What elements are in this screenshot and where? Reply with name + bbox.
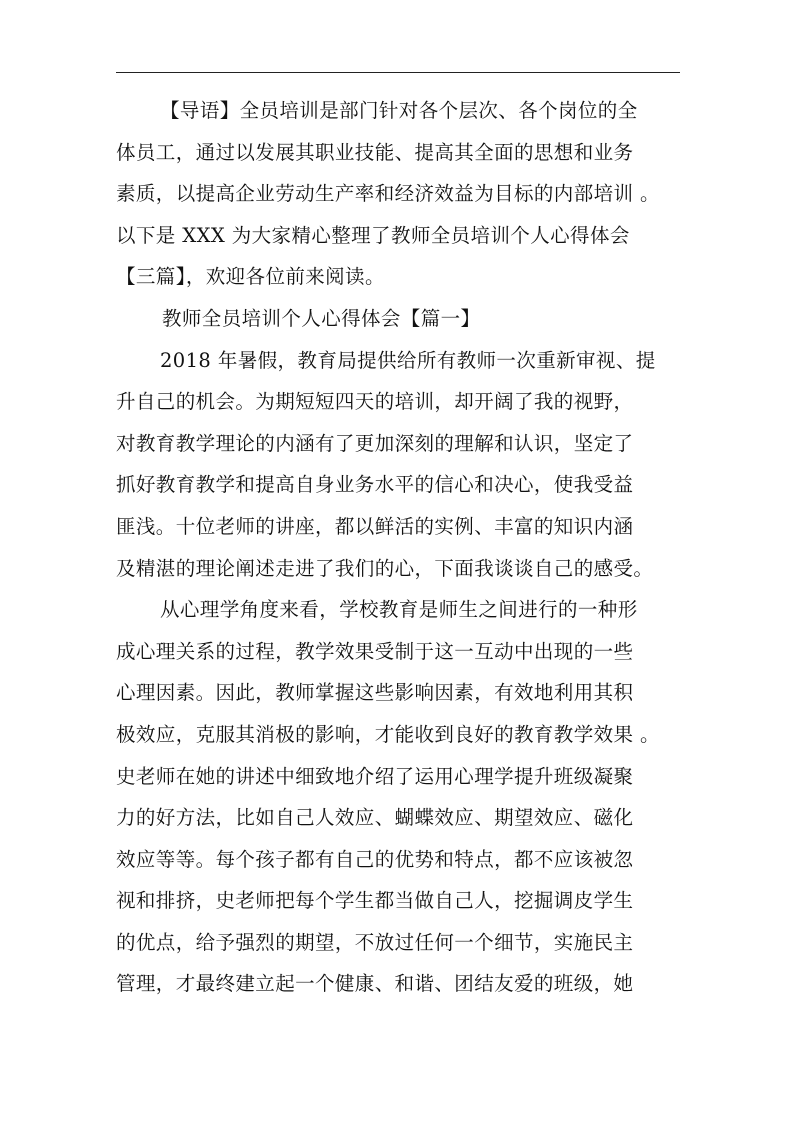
text-line: 对教育教学理论的内涵有了更加深刻的理解和认识，坚定了: [116, 431, 634, 455]
text-line: 素质，以提高企业劳动生产率和经济效益为目标的内部培训 。: [116, 182, 660, 206]
intro-paragraph: [116, 90, 680, 298]
text-line: 从心理学角度来看，学校教育是师生之间进行的一种形: [160, 598, 638, 622]
body-paragraph: [116, 340, 680, 590]
text-line: 成心理关系的过程，教学效果受制于这一互动中出现的一些: [116, 639, 634, 663]
text-line: 【导语】全员培训是部门针对各个层次、各个岗位的全: [160, 99, 638, 122]
text-line: 以下是 XXX 为大家精心整理了教师全员培训个人心得体会: [116, 223, 630, 247]
text-line: 管理，才最终建立起一个健康、和谐、团结友爱的班级，她: [116, 972, 634, 996]
header-rule: [116, 72, 680, 73]
text-line: 史老师在她的讲述中细致地介绍了运用心理学提升班级凝聚: [116, 764, 634, 788]
text-line: 效应等等。每个孩子都有自己的优势和特点，都不应该被忽: [116, 847, 634, 871]
section-title-text: 教师全员培训个人心得体会【篇一】: [162, 306, 481, 330]
text-line: 心理因素。因此，教师掌握这些影响因素，有效地利用其积: [116, 681, 634, 705]
text-line: 力的好方法，比如自己人效应、蝴蝶效应、期望效应、磁化: [116, 806, 634, 830]
section-title: [116, 298, 680, 340]
text-line: 升自己的机会。为期短短四天的培训，却开阔了我的视野，: [116, 390, 634, 414]
document-body: [116, 90, 680, 1005]
body-paragraph: [116, 589, 680, 1005]
text-line: 及精湛的理论阐述走进了我们的心，下面我谈谈自己的感受。: [116, 556, 654, 580]
text-line: 视和排挤，史老师把每个学生都当做自己人，挖掘调皮学生: [116, 889, 634, 913]
text-line: 匪浅。十位老师的讲座，都以鲜活的实例、丰富的知识内涵: [116, 514, 634, 538]
text-line: 的优点，给予强烈的期望，不放过任何一个细节，实施民主: [116, 930, 634, 954]
text-line: 2018 年暑假，教育局提供给所有教师一次重新审视、提: [160, 348, 656, 372]
text-line: 【三篇】，欢迎各位前来阅读。: [116, 265, 385, 289]
text-line: 抓好教育教学和提高自身业务水平的信心和决心，使我受益: [116, 473, 634, 497]
text-line: 极效应，克服其消极的影响，才能收到良好的教育教学效果 。: [116, 722, 660, 746]
text-line: 体员工，通过以发展其职业技能、提高其全面的思想和业务: [116, 140, 634, 164]
